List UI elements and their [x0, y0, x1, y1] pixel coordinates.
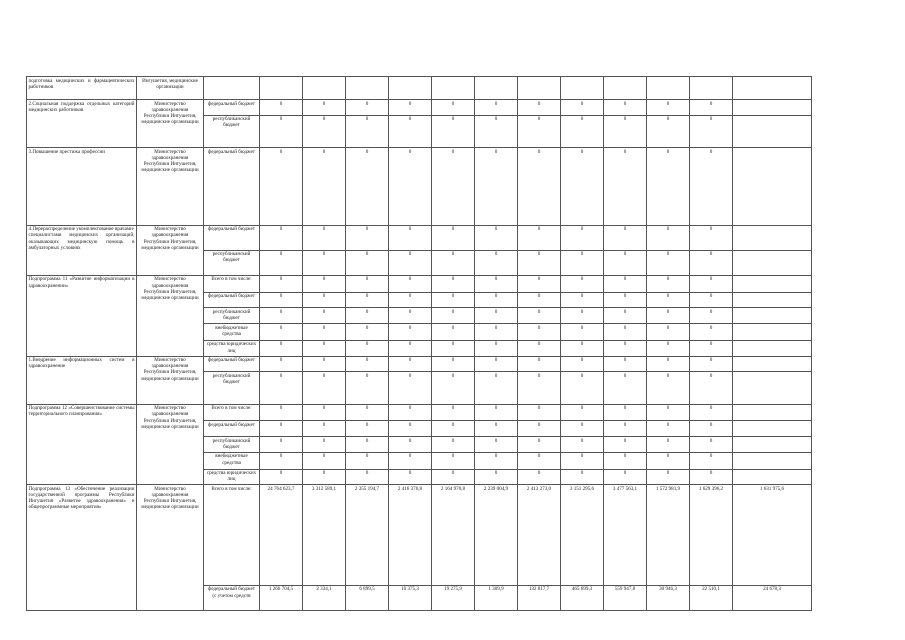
amount-cell: 0: [690, 469, 733, 485]
executor-cell: Министерство здравоохранения Республики Ингушетия, медицинские организации: [137, 356, 204, 404]
amount-cell: 0: [647, 452, 690, 469]
amount-cell: [733, 452, 812, 469]
amount-cell: 0: [561, 115, 604, 147]
amount-cell: [260, 77, 303, 100]
amount-cell: 465 699,3: [561, 585, 604, 610]
amount-cell: 0: [475, 292, 518, 308]
amount-cell: 0: [561, 356, 604, 372]
amount-cell: 0: [518, 275, 561, 292]
funding-source-cell: Всего в том числе:: [204, 485, 260, 586]
executor-cell: Ингушетия, медицинские организации: [137, 77, 204, 100]
amount-cell: 0: [475, 308, 518, 324]
amount-cell: 0: [260, 324, 303, 341]
amount-cell: 0: [303, 356, 346, 372]
amount-cell: [733, 421, 812, 437]
amount-cell: 0: [690, 404, 733, 421]
amount-cell: 0: [518, 225, 561, 250]
amount-cell: 0: [432, 469, 475, 485]
amount-cell: 0: [518, 469, 561, 485]
table-row: [27, 77, 812, 100]
amount-cell: 0: [389, 292, 432, 308]
amount-cell: 0: [346, 452, 389, 469]
amount-cell: 0: [303, 275, 346, 292]
amount-cell: 0: [303, 115, 346, 147]
amount-cell: 0: [432, 340, 475, 356]
table-row: [27, 225, 812, 250]
amount-cell: 0: [604, 275, 647, 292]
amount-cell: 0: [475, 469, 518, 485]
amount-cell: 0: [346, 308, 389, 324]
amount-cell: 0: [647, 356, 690, 372]
amount-cell: 0: [561, 421, 604, 437]
table-row: [27, 100, 812, 116]
amount-cell: 0: [690, 356, 733, 372]
program-name-cell: подготовка медицинских и фармацевтических работников: [27, 77, 137, 100]
amount-cell: 0: [346, 115, 389, 147]
amount-cell: 0: [604, 324, 647, 341]
funding-source-cell: федеральный бюджет: [204, 421, 260, 437]
amount-cell: 0: [690, 437, 733, 453]
amount-cell: 0: [260, 148, 303, 225]
amount-cell: 0: [647, 292, 690, 308]
amount-cell: 0: [690, 340, 733, 356]
amount-cell: 0: [389, 100, 432, 116]
amount-cell: 0: [561, 469, 604, 485]
amount-cell: 0: [518, 452, 561, 469]
amount-cell: 0: [303, 324, 346, 341]
funding-source-cell: республиканский бюджет: [204, 372, 260, 404]
funding-source-cell: федеральный бюджет: [204, 100, 260, 116]
amount-cell: 0: [647, 148, 690, 225]
amount-cell: 0: [303, 250, 346, 275]
amount-cell: 0: [475, 100, 518, 116]
amount-cell: 0: [475, 275, 518, 292]
amount-cell: [303, 77, 346, 100]
table-row: [27, 485, 812, 586]
program-name-cell: 3.Повышение престижа профессии: [27, 148, 137, 225]
amount-cell: 0: [389, 308, 432, 324]
amount-cell: 0: [260, 225, 303, 250]
amount-cell: [733, 225, 812, 250]
amount-cell: 0: [561, 372, 604, 404]
amount-cell: 0: [432, 292, 475, 308]
amount-cell: 0: [647, 469, 690, 485]
amount-cell: 0: [346, 100, 389, 116]
amount-cell: 0: [475, 324, 518, 341]
funding-source-cell: Всего в том числе:: [204, 275, 260, 292]
amount-cell: 0: [690, 115, 733, 147]
amount-cell: 0: [475, 148, 518, 225]
amount-cell: 0: [346, 469, 389, 485]
amount-cell: [733, 356, 812, 372]
amount-cell: 0: [690, 148, 733, 225]
amount-cell: 0: [518, 340, 561, 356]
amount-cell: 1 572 981,9: [647, 485, 690, 586]
amount-cell: 0: [346, 148, 389, 225]
amount-cell: 0: [303, 225, 346, 250]
amount-cell: 0: [604, 308, 647, 324]
funding-source-cell: республиканский бюджет: [204, 115, 260, 147]
program-name-cell: 1.Внедрение информационных систем в здравоохранение: [27, 356, 137, 404]
funding-source-cell: республиканский бюджет: [204, 308, 260, 324]
amount-cell: 0: [260, 100, 303, 116]
amount-cell: 0: [475, 250, 518, 275]
amount-cell: 0: [303, 148, 346, 225]
amount-cell: 0: [604, 404, 647, 421]
amount-cell: 0: [475, 115, 518, 147]
executor-cell: Министерство здравоохранения Республики Ингушетия, медицинские организации: [137, 485, 204, 611]
amount-cell: 2 413 273,0: [518, 485, 561, 586]
amount-cell: 0: [389, 340, 432, 356]
amount-cell: 0: [475, 404, 518, 421]
amount-cell: 0: [303, 100, 346, 116]
amount-cell: 0: [260, 340, 303, 356]
amount-cell: 0: [604, 452, 647, 469]
amount-cell: 0: [475, 437, 518, 453]
amount-cell: [733, 100, 812, 116]
amount-cell: 0: [604, 356, 647, 372]
budget-table: [26, 76, 812, 611]
funding-source-cell: республиканский бюджет: [204, 250, 260, 275]
amount-cell: 1 631 975,6: [733, 485, 812, 586]
amount-cell: 0: [346, 421, 389, 437]
amount-cell: 559 947,8: [604, 585, 647, 610]
amount-cell: 3 151 295,6: [561, 485, 604, 586]
amount-cell: 0: [690, 250, 733, 275]
amount-cell: [518, 77, 561, 100]
amount-cell: 0: [389, 356, 432, 372]
amount-cell: 2 355 194,7: [346, 485, 389, 586]
amount-cell: 0: [561, 452, 604, 469]
amount-cell: 0: [690, 372, 733, 404]
amount-cell: 0: [389, 452, 432, 469]
amount-cell: 0: [432, 225, 475, 250]
amount-cell: 0: [604, 292, 647, 308]
amount-cell: [733, 324, 812, 341]
amount-cell: 0: [432, 421, 475, 437]
amount-cell: [733, 115, 812, 147]
funding-source-cell: федеральный бюджет (с учетом средств: [204, 585, 260, 610]
amount-cell: 0: [432, 324, 475, 341]
amount-cell: 0: [561, 148, 604, 225]
amount-cell: 3 477 563,1: [604, 485, 647, 586]
amount-cell: 0: [389, 469, 432, 485]
amount-cell: 0: [561, 292, 604, 308]
amount-cell: 0: [604, 340, 647, 356]
amount-cell: [733, 275, 812, 292]
amount-cell: 0: [346, 404, 389, 421]
amount-cell: 0: [475, 452, 518, 469]
amount-cell: 0: [690, 324, 733, 341]
amount-cell: 30 946,3: [647, 585, 690, 610]
amount-cell: 0: [604, 115, 647, 147]
amount-cell: 1 629 396,2: [690, 485, 733, 586]
funding-source-cell: республиканский бюджет: [204, 437, 260, 453]
amount-cell: 0: [475, 356, 518, 372]
amount-cell: 0: [346, 324, 389, 341]
amount-cell: 0: [346, 275, 389, 292]
amount-cell: 0: [432, 356, 475, 372]
amount-cell: 3 312 589,1: [303, 485, 346, 586]
amount-cell: [733, 372, 812, 404]
amount-cell: 0: [346, 437, 389, 453]
amount-cell: 0: [303, 404, 346, 421]
budget-table-body: [27, 77, 812, 611]
amount-cell: 0: [518, 148, 561, 225]
amount-cell: 0: [346, 225, 389, 250]
amount-cell: 22 510,1: [690, 585, 733, 610]
amount-cell: [733, 437, 812, 453]
amount-cell: 24 764 623,7: [260, 485, 303, 586]
funding-source-cell: [204, 77, 260, 100]
amount-cell: 0: [604, 100, 647, 116]
amount-cell: [561, 77, 604, 100]
amount-cell: [346, 77, 389, 100]
amount-cell: 0: [346, 250, 389, 275]
amount-cell: 0: [690, 452, 733, 469]
amount-cell: 0: [389, 421, 432, 437]
executor-cell: Министерство здравоохранения Республики Ингушетия, медицинские организации: [137, 404, 204, 485]
amount-cell: 0: [604, 421, 647, 437]
amount-cell: 0: [647, 437, 690, 453]
amount-cell: 0: [518, 324, 561, 341]
amount-cell: 0: [432, 404, 475, 421]
amount-cell: 0: [647, 100, 690, 116]
amount-cell: 0: [389, 250, 432, 275]
program-name-cell: Подпрограмма 12 «Совершенствование системы территориального планирования»: [27, 404, 137, 485]
amount-cell: 0: [475, 372, 518, 404]
amount-cell: 0: [690, 292, 733, 308]
executor-cell: Министерство здравоохранения Республики Ингушетия, медицинские организации: [137, 275, 204, 356]
amount-cell: [432, 77, 475, 100]
funding-source-cell: федеральный бюджет: [204, 292, 260, 308]
amount-cell: 0: [475, 225, 518, 250]
amount-cell: 0: [303, 421, 346, 437]
table-row: [27, 356, 812, 372]
amount-cell: 0: [604, 148, 647, 225]
amount-cell: 0: [518, 437, 561, 453]
amount-cell: 0: [389, 324, 432, 341]
amount-cell: 0: [432, 100, 475, 116]
amount-cell: 0: [260, 437, 303, 453]
amount-cell: 0: [518, 421, 561, 437]
amount-cell: 0: [604, 469, 647, 485]
amount-cell: 0: [561, 308, 604, 324]
amount-cell: 0: [432, 372, 475, 404]
amount-cell: 2 239 004,9: [475, 485, 518, 586]
amount-cell: 1 309,9: [475, 585, 518, 610]
amount-cell: 0: [260, 421, 303, 437]
amount-cell: 0: [346, 356, 389, 372]
amount-cell: 0: [561, 340, 604, 356]
amount-cell: [604, 77, 647, 100]
amount-cell: 0: [518, 115, 561, 147]
executor-cell: Министерство здравоохранения Республики Ингушетия, медицинские организации: [137, 148, 204, 225]
program-name-cell: 4.Перераспределение укомплектование врачами-специалистами медицинских организаций, оказывающих медицинскую помощь в амбулаторных условиях: [27, 225, 137, 275]
funding-source-cell: Всего в том числе:: [204, 404, 260, 421]
amount-cell: [733, 469, 812, 485]
amount-cell: 19 275,9: [432, 585, 475, 610]
amount-cell: 0: [260, 404, 303, 421]
amount-cell: 0: [647, 404, 690, 421]
amount-cell: 0: [604, 225, 647, 250]
amount-cell: 1 266 704,5: [260, 585, 303, 610]
amount-cell: 0: [647, 372, 690, 404]
amount-cell: 0: [690, 225, 733, 250]
amount-cell: 0: [260, 292, 303, 308]
amount-cell: [475, 77, 518, 100]
amount-cell: 0: [604, 372, 647, 404]
amount-cell: 0: [432, 275, 475, 292]
amount-cell: 0: [518, 100, 561, 116]
amount-cell: 0: [260, 308, 303, 324]
amount-cell: 0: [260, 115, 303, 147]
amount-cell: 0: [518, 404, 561, 421]
amount-cell: 0: [518, 250, 561, 275]
funding-source-cell: средства юридических лиц: [204, 469, 260, 485]
amount-cell: 0: [432, 437, 475, 453]
amount-cell: 0: [475, 340, 518, 356]
amount-cell: 0: [690, 100, 733, 116]
amount-cell: 0: [561, 250, 604, 275]
amount-cell: [389, 77, 432, 100]
amount-cell: 0: [647, 308, 690, 324]
funding-source-cell: внебюджетные средства: [204, 324, 260, 341]
amount-cell: 6 899,5: [346, 585, 389, 610]
amount-cell: 0: [389, 404, 432, 421]
amount-cell: 0: [604, 437, 647, 453]
amount-cell: 0: [303, 340, 346, 356]
amount-cell: 0: [518, 372, 561, 404]
amount-cell: 0: [690, 308, 733, 324]
amount-cell: 0: [303, 452, 346, 469]
program-name-cell: Подпрограмма 13 «Обеспечение реализации государственной программы Республики Ингушетия «Развитие здравоохранения» и общепрограммные мероприятия»: [27, 485, 137, 611]
amount-cell: 0: [432, 115, 475, 147]
amount-cell: 0: [260, 250, 303, 275]
amount-cell: 0: [389, 275, 432, 292]
amount-cell: 0: [518, 356, 561, 372]
amount-cell: 0: [432, 308, 475, 324]
amount-cell: 132 817,7: [518, 585, 561, 610]
amount-cell: 0: [647, 115, 690, 147]
amount-cell: 0: [690, 421, 733, 437]
table-row: [27, 404, 812, 421]
amount-cell: 0: [303, 308, 346, 324]
table-row: [27, 148, 812, 225]
amount-cell: 0: [690, 275, 733, 292]
amount-cell: 0: [647, 340, 690, 356]
amount-cell: 0: [260, 469, 303, 485]
executor-cell: Министерство здравоохранения Республики Ингушетия, медицинские организации: [137, 100, 204, 148]
amount-cell: 0: [346, 372, 389, 404]
amount-cell: 0: [647, 225, 690, 250]
amount-cell: 0: [432, 452, 475, 469]
amount-cell: 2 334,1: [303, 585, 346, 610]
funding-source-cell: внебюджетные средства: [204, 452, 260, 469]
amount-cell: 10 375,3: [389, 585, 432, 610]
amount-cell: 0: [346, 292, 389, 308]
amount-cell: 0: [389, 148, 432, 225]
amount-cell: 0: [389, 372, 432, 404]
funding-source-cell: средства юридических лиц: [204, 340, 260, 356]
funding-source-cell: федеральный бюджет: [204, 225, 260, 250]
amount-cell: 0: [604, 250, 647, 275]
amount-cell: [733, 308, 812, 324]
amount-cell: 0: [389, 437, 432, 453]
amount-cell: 0: [561, 404, 604, 421]
amount-cell: 0: [518, 292, 561, 308]
table-row: [27, 275, 812, 292]
amount-cell: [690, 77, 733, 100]
amount-cell: 0: [303, 437, 346, 453]
amount-cell: 0: [647, 250, 690, 275]
amount-cell: 24 678,3: [733, 585, 812, 610]
amount-cell: 0: [432, 250, 475, 275]
executor-cell: Министерство здравоохранения Республики Ингушетия, медицинские организации: [137, 225, 204, 275]
amount-cell: [733, 77, 812, 100]
amount-cell: 0: [561, 225, 604, 250]
amount-cell: 0: [303, 372, 346, 404]
amount-cell: 0: [303, 469, 346, 485]
amount-cell: 0: [260, 275, 303, 292]
amount-cell: [733, 250, 812, 275]
amount-cell: 0: [475, 421, 518, 437]
amount-cell: 0: [561, 437, 604, 453]
amount-cell: 0: [647, 324, 690, 341]
amount-cell: 0: [561, 275, 604, 292]
amount-cell: 0: [561, 324, 604, 341]
amount-cell: 0: [561, 100, 604, 116]
funding-source-cell: федеральный бюджет: [204, 356, 260, 372]
amount-cell: 0: [260, 356, 303, 372]
amount-cell: 0: [647, 275, 690, 292]
amount-cell: 2 416 376,8: [389, 485, 432, 586]
amount-cell: 0: [303, 292, 346, 308]
amount-cell: 0: [389, 225, 432, 250]
amount-cell: 0: [260, 452, 303, 469]
amount-cell: 2 164 970,8: [432, 485, 475, 586]
amount-cell: 0: [518, 308, 561, 324]
amount-cell: [733, 292, 812, 308]
amount-cell: 0: [647, 421, 690, 437]
amount-cell: 0: [432, 148, 475, 225]
amount-cell: [733, 148, 812, 225]
funding-source-cell: федеральный бюджет: [204, 148, 260, 225]
amount-cell: [647, 77, 690, 100]
amount-cell: 0: [260, 372, 303, 404]
program-name-cell: 2.Социальная поддержка отдельных категорий медицинских работников: [27, 100, 137, 148]
amount-cell: [733, 340, 812, 356]
amount-cell: [733, 404, 812, 421]
amount-cell: 0: [389, 115, 432, 147]
program-name-cell: Подпрограмма 11 «Развитие информатизации в здравоохранении»: [27, 275, 137, 356]
amount-cell: 0: [346, 340, 389, 356]
